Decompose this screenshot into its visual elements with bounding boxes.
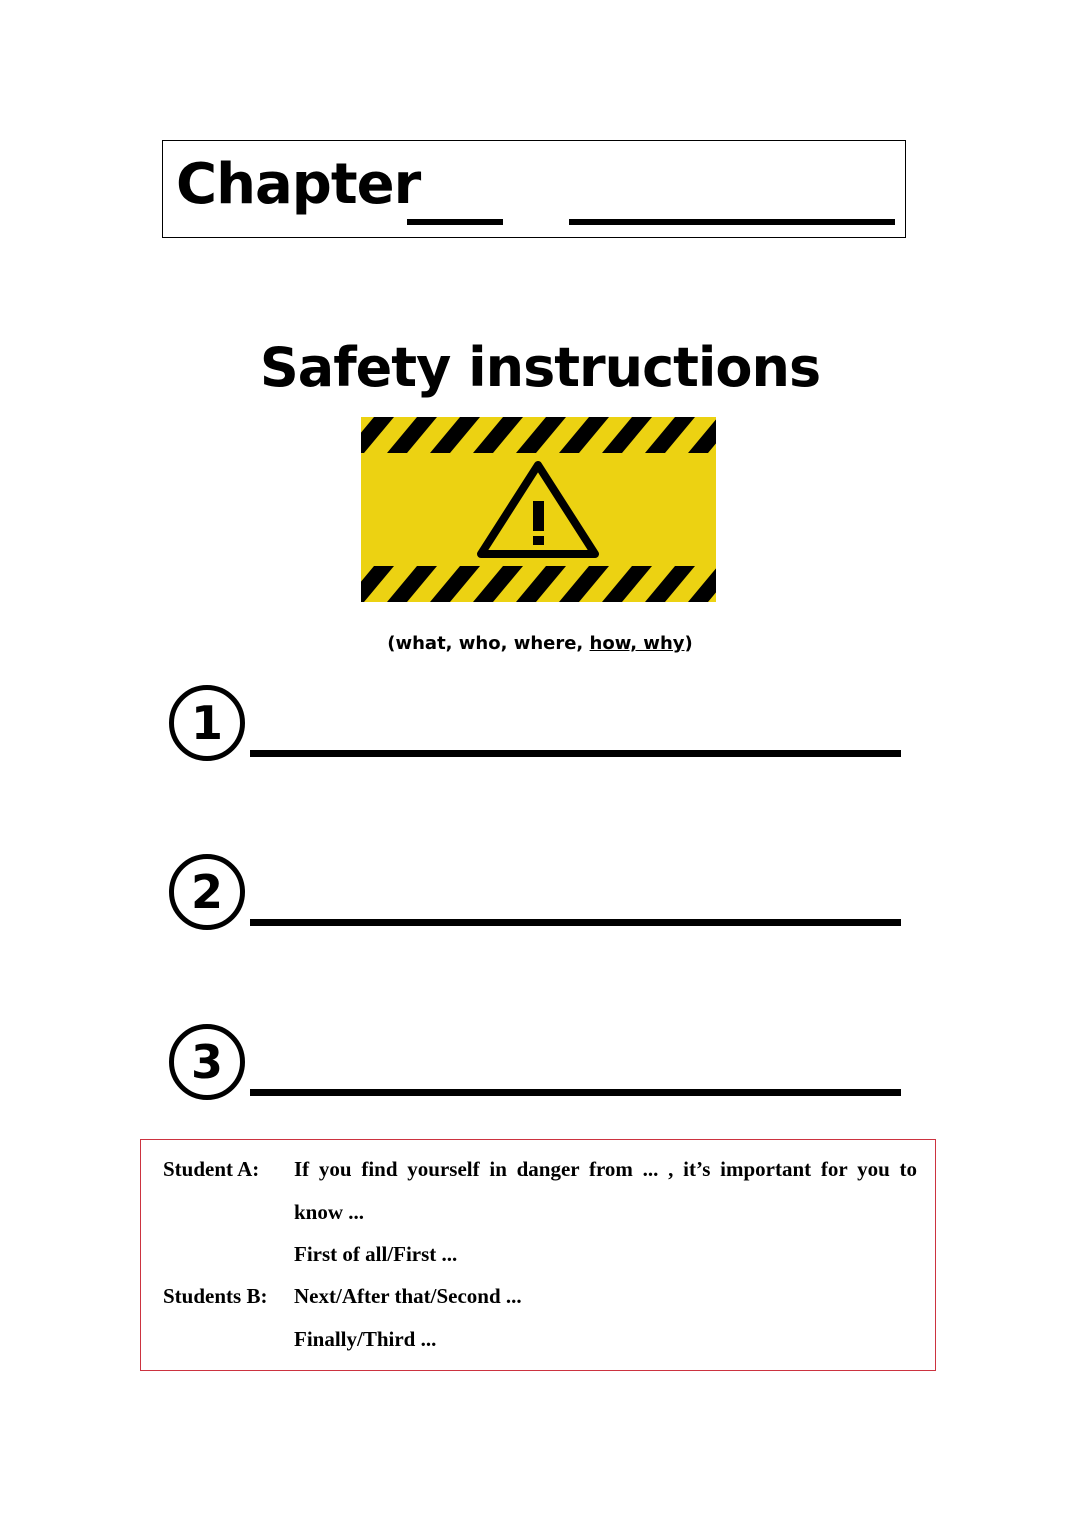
- question-words-hint: (what, who, where, how, why): [387, 633, 693, 654]
- student-b-line-2: Finally/Third ...: [294, 1327, 437, 1351]
- item-3-number: 3: [169, 1024, 245, 1100]
- chapter-label: Chapter: [176, 152, 421, 217]
- page-title: Safety instructions: [259, 336, 821, 399]
- warning-sign-image: [361, 417, 716, 602]
- chapter-title-blank: [569, 219, 895, 225]
- item-1-number: 1: [169, 685, 245, 761]
- item-2-number: 2: [169, 854, 245, 930]
- chapter-header-box: [162, 140, 906, 238]
- student-a-line-1: If you find yourself in danger from ... , it’s important for you to: [294, 1157, 917, 1181]
- student-a-line-3: First of all/First ...: [294, 1242, 458, 1266]
- item-2-answer-line: [250, 919, 901, 926]
- student-a-line-2: know ...: [294, 1200, 365, 1224]
- student-b-label: Students B:: [163, 1284, 268, 1308]
- student-a-label: Student A:: [163, 1157, 260, 1181]
- chapter-number-blank: [407, 219, 503, 225]
- hint-plain: what, who, where,: [395, 633, 590, 654]
- item-3-answer-line: [250, 1089, 901, 1096]
- student-b-line-1: Next/After that/Second ...: [294, 1284, 522, 1308]
- useful-phrases-box: [140, 1139, 936, 1371]
- item-1-answer-line: [250, 750, 901, 757]
- hint-underlined: how, why: [589, 633, 685, 654]
